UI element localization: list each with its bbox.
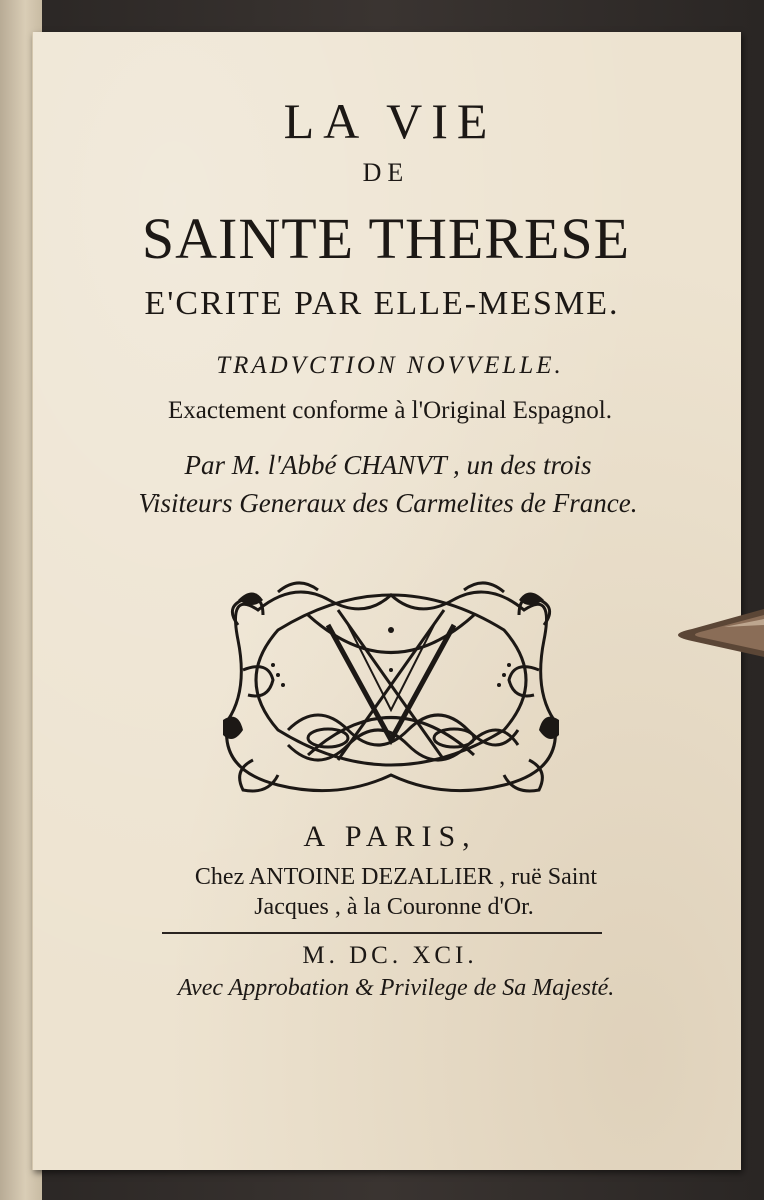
divider-rule xyxy=(162,932,602,934)
imprint-publisher-2: Jacques , à la Couronne d'Or. xyxy=(254,894,534,920)
subtitle-ecrite: E'CRITE PAR ELLE-MESME. xyxy=(144,285,620,322)
author-line-2: Visiteurs Generaux des Carmelites de France. xyxy=(138,488,638,518)
bookmark-pointer-icon xyxy=(664,605,764,659)
title-line-de: DE xyxy=(362,158,410,187)
imprint-city: A PARIS, xyxy=(303,820,477,853)
printer-monogram-ornament-icon xyxy=(218,570,564,802)
imprint-year: M. DC. XCI. xyxy=(302,942,478,969)
imprint-publisher-1: Chez ANTOINE DEZALLIER , ruë Saint xyxy=(194,864,598,890)
subtitle-exactement: Exactement conforme à l'Original Espagnol. xyxy=(168,397,612,424)
subtitle-traduction: TRADVCTION NOVVELLE. xyxy=(216,352,564,379)
title-line-sainte-therese: SAINTE THERESE xyxy=(141,206,631,271)
author-line-1: Par M. l'Abbé CHANVT , un des trois xyxy=(184,450,592,480)
privilege-line: Avec Approbation & Privilege de Sa Majesté. xyxy=(177,975,615,1001)
title-line-la-vie: LA VIE xyxy=(283,93,497,149)
